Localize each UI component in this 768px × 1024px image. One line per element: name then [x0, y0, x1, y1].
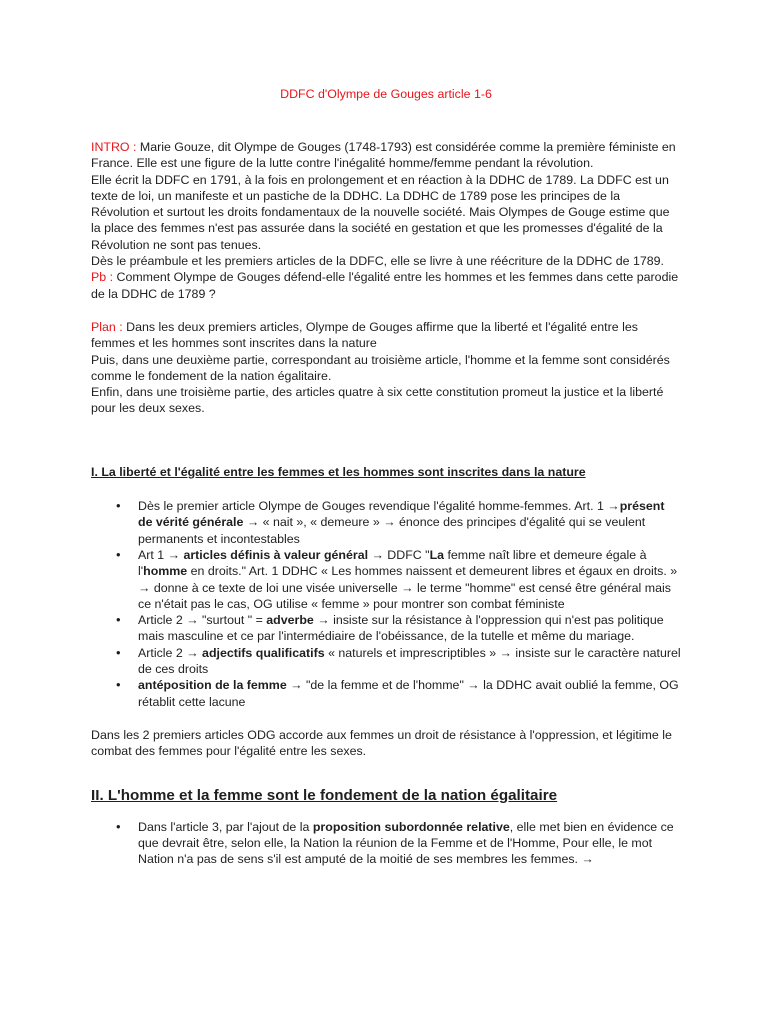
plan-paragraph-3: Enfin, dans une troisième partie, des articles quatre à six cette constitution promeut la justice et la liberté pour les deux sexes.: [91, 385, 664, 416]
intro-text-1: Marie Gouze, dit Olympe de Gouges (1748-1793) est considérée comme la première féministe en France. Elle est une figure de la lutte contre l'inégalité homme/femme pendant la révolution.: [91, 140, 676, 171]
plan-paragraph-2: Puis, dans une deuxième partie, correspondant au troisième article, l'homme et la femme sont considérés comme le fondement de la nation égalitaire.: [91, 352, 670, 383]
plan-label: Plan :: [91, 319, 123, 334]
bullet-text: → "de la femme et de l'homme" → la DDHC avait oublié la femme, OG rétablit cette lacune: [138, 678, 679, 709]
bullet-bold: adjectifs qualificatifs: [202, 645, 325, 660]
pb-label: Pb :: [91, 270, 114, 285]
intro-paragraph: [91, 139, 681, 172]
bullet-text: Dans l'article 3, par l'ajout de la: [138, 819, 313, 834]
plan-text-1: Dans les deux premiers articles, Olympe de Gouges affirme que la liberté et l'égalité entre les femmes et les hommes sont inscrites dans la nature: [91, 319, 638, 351]
intro-paragraph-3: Dès le préambule et les premiers articles de la DDFC, elle se livre à une réécriture de la DDHC de 1789.: [91, 254, 664, 269]
section-1-list: [91, 498, 681, 710]
bullet-text: → « nait », « demeure » → énonce des principes d'égalité qui se veulent permanents et incontestables: [138, 515, 646, 546]
section-1-heading: I. La liberté et l'égalité entre les femmes et les hommes sont inscrites dans la nature: [91, 464, 586, 479]
bullet-text: → insiste sur la résistance à l'oppression qui n'est pas politique mais masculine et ce par l'intermédiaire de l'obéissance, de la tutelle et même du mariage.: [138, 613, 664, 644]
spacer: [91, 417, 681, 464]
bullet-text: Article 2 → "surtout " =: [138, 613, 267, 628]
list-item: [138, 819, 681, 868]
bullet-bold: adverbe: [266, 613, 314, 628]
intro-paragraph-2: Elle écrit la DDFC en 1791, à la fois en prolongement et en réaction à la DDHC de 1789. La DDFC est un texte de loi, un manifeste et un pastiche de la DDHC. La DDHC de 1789 pose les principes de la Révolution et surtout les droits fondamentaux de la nouvelle société. Mais Olympes de Gouge estime que la place des femmes n'est pas assurée dans la société en gestation et que les promesses d'égalité de la Révolution ne sont pas tenues.: [91, 172, 670, 252]
list-item: [138, 498, 681, 547]
document-page: [91, 86, 681, 867]
bullet-text: femme naît libre et demeure égale à l': [138, 547, 647, 579]
pb-text: Comment Olympe de Gouges défend-elle l'égalité entre les hommes et les femmes dans cette parodie de la DDHC de 1789 ?: [91, 270, 679, 301]
document-title: DDFC d'Olympe de Gouges article 1-6: [280, 87, 492, 101]
intro-label: INTRO :: [91, 140, 137, 154]
bullet-bold: homme: [143, 564, 188, 579]
bullet-bold: articles définis à valeur général: [183, 547, 369, 562]
bullet-bold: présent de vérité générale: [138, 499, 665, 530]
list-item: [138, 677, 681, 710]
bullet-text: en droits." Art. 1 DDHC « Les hommes naissent et demeurent libres et égaux en droits. » → donne à ce texte de loi une visée universelle → le terme "homme" est censé être général mais ce n'était pas le cas, OG utilise « femme » pour montrer son combat féministe: [138, 564, 678, 611]
bullet-text: Art 1 →: [138, 547, 184, 562]
bullet-text: Dès le premier article Olympe de Gouges revendique l'égalité homme-femmes. Art. 1 →: [138, 499, 620, 514]
bullet-text: « naturels et imprescriptibles » → insiste sur le caractère naturel de ces droits: [138, 645, 681, 677]
section-2-list: [91, 819, 681, 868]
bullet-bold: La: [429, 547, 445, 562]
bullet-bold: proposition subordonnée relative: [312, 819, 510, 834]
bullet-text: → DDFC ": [368, 547, 430, 562]
list-item: [138, 645, 681, 678]
problematique-paragraph: [91, 269, 681, 302]
list-item: [138, 612, 681, 645]
bullet-text: Article 2 →: [138, 645, 203, 660]
bullet-bold: antéposition de la femme: [138, 678, 287, 693]
list-item: [138, 547, 681, 612]
bullet-text: , elle met bien en évidence ce que devrait être, selon elle, la Nation la réunion de la Femme et de l'Homme, Pour elle, le mot Nation n'a pas de sens s'il est amputé de la moitié de ses membres les femmes. →: [138, 819, 674, 867]
plan-paragraph: [91, 319, 681, 352]
spacer: [91, 302, 681, 319]
section-2-heading: II. L'homme et la femme sont le fondement de la nation égalitaire: [91, 786, 558, 804]
section-1-conclusion: Dans les 2 premiers articles ODG accorde aux femmes un droit de résistance à l'oppression, et légitime le combat des femmes pour l'égalité entre les sexes.: [91, 727, 672, 759]
